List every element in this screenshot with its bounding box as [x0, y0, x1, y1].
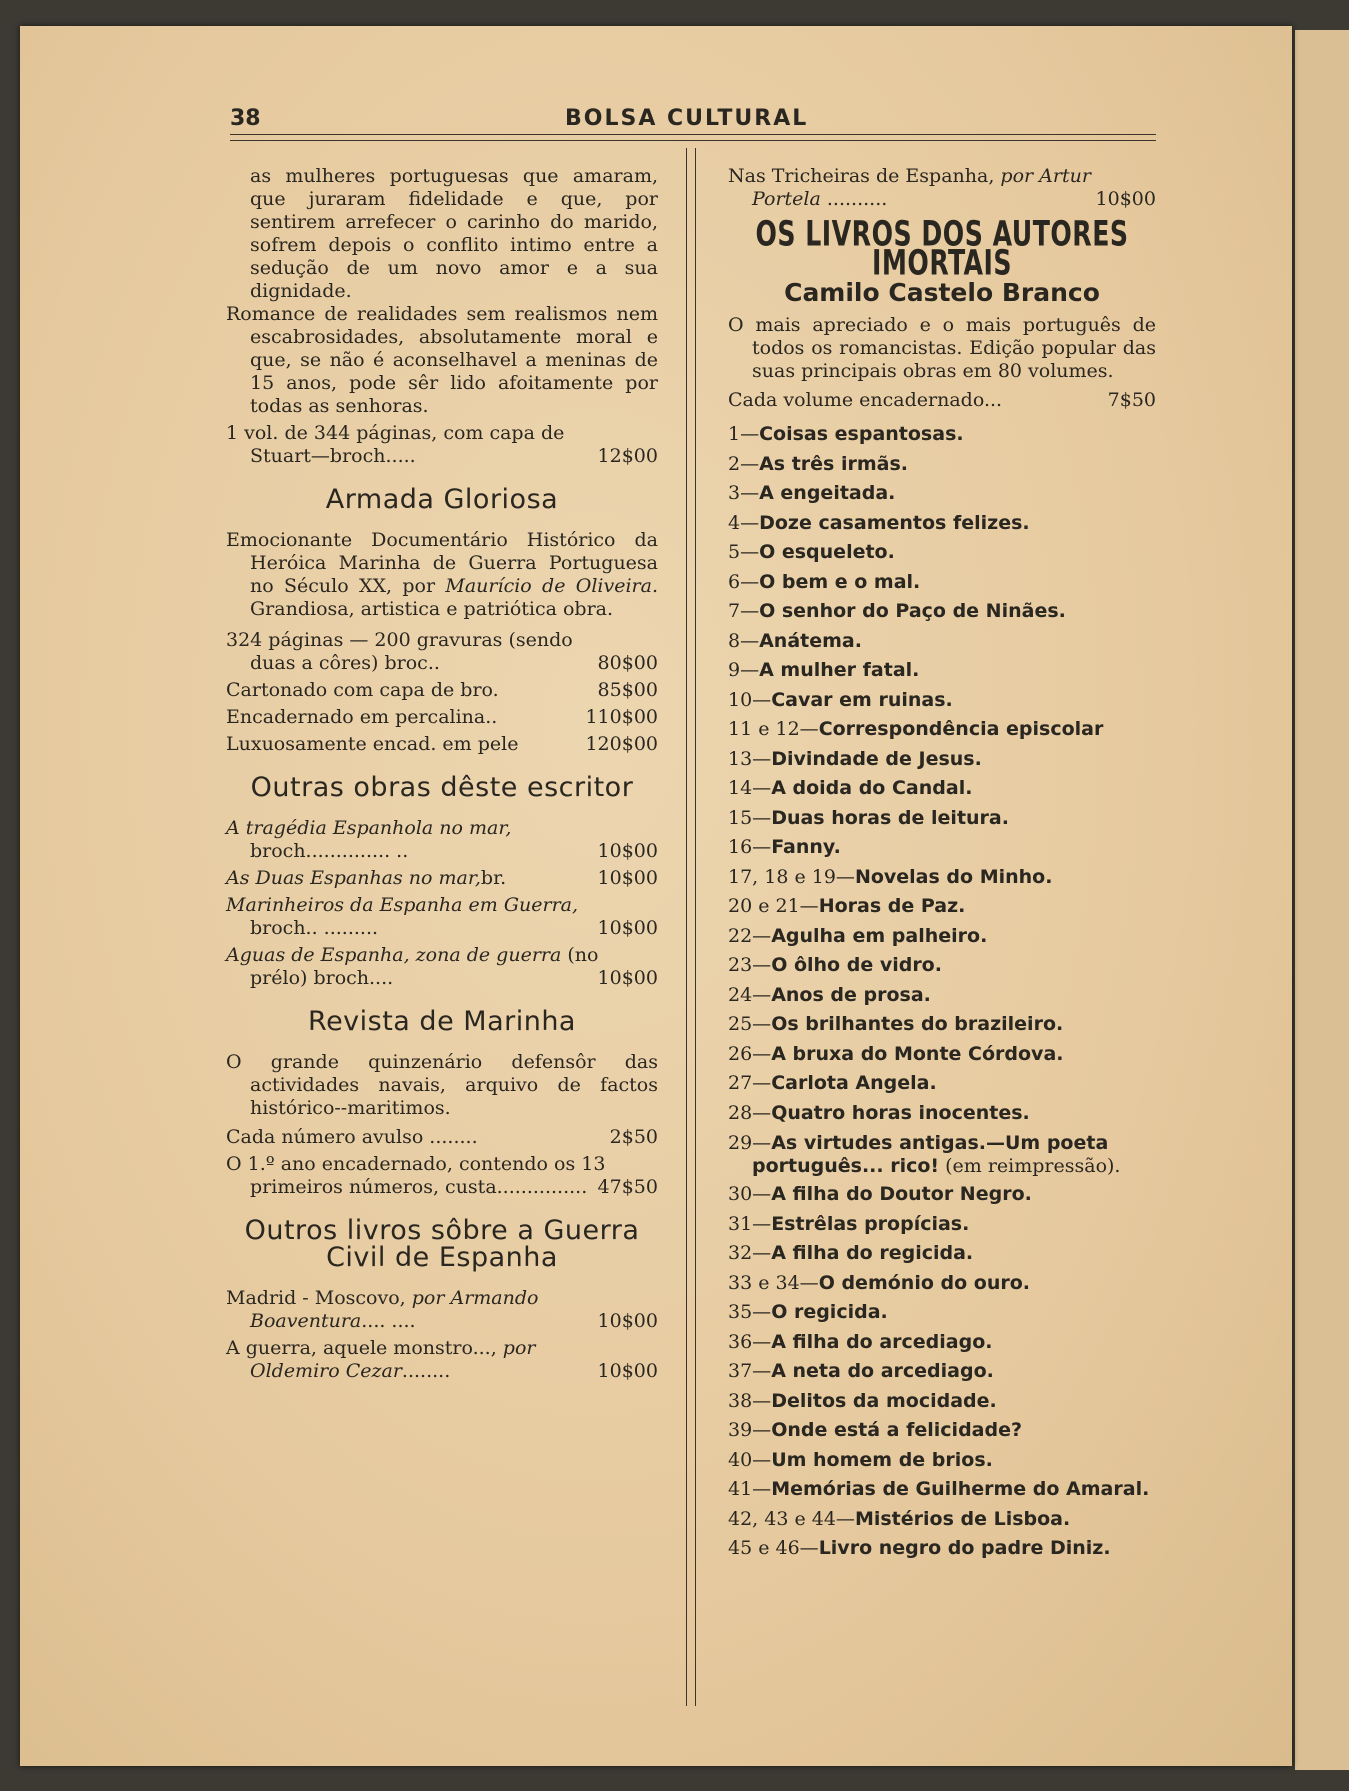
work-number: 39— — [728, 1419, 772, 1441]
work-title: Um homem de brios. — [771, 1448, 993, 1471]
work-item — [728, 745, 1156, 775]
work-title: O regicida. — [771, 1301, 888, 1323]
armada-desc-a: Emocionante Documentário Histórico da Heróica Marinha de Guerra Portuguesa no Século XX, por — [226, 529, 658, 597]
outras-item — [226, 944, 658, 990]
work-number: 23— — [728, 954, 772, 976]
work-item — [728, 804, 1156, 834]
work-title: Estrêlas propícias. — [771, 1212, 970, 1235]
work-item — [728, 420, 1156, 450]
work-title: As virtudes antigas.—Um poeta português... rico! — [752, 1132, 1109, 1177]
work-number: 35— — [728, 1301, 772, 1323]
revista-price: 47$50 — [597, 1176, 658, 1198]
work-item — [728, 1010, 1156, 1040]
work-item — [728, 479, 1156, 509]
top-book-row — [728, 165, 1156, 211]
work-number: 42, 43 e 44— — [728, 1507, 855, 1530]
armada-price: 120$00 — [585, 733, 658, 755]
work-title: Onde está a felicidade? — [771, 1419, 1023, 1441]
work-title: O esqueleto. — [759, 541, 895, 563]
work-title: Cavar em ruinas. — [771, 688, 953, 711]
outras-rest: broch.. ......... — [250, 917, 379, 939]
outras-price: 10$00 — [597, 967, 658, 989]
work-title: Memórias de Guilherme do Amaral. — [771, 1478, 1150, 1500]
author-heading: Camilo Castelo Branco — [784, 278, 1100, 307]
work-title: Carlota Angela. — [771, 1072, 937, 1094]
armada-heading: Armada Gloriosa — [325, 484, 559, 515]
work-item — [728, 1132, 1156, 1178]
work-title: Coisas espantosas. — [759, 423, 964, 445]
armada-price: 110$00 — [585, 706, 658, 728]
work-item — [728, 981, 1156, 1011]
work-number: 22— — [728, 924, 772, 947]
work-number: 5— — [728, 541, 760, 563]
work-item — [728, 656, 1156, 686]
volume-price: 12$00 — [597, 445, 658, 467]
work-number: 3— — [728, 482, 760, 504]
outros-rest: .... .... — [361, 1310, 416, 1332]
work-title: O senhor do Paço de Ninães. — [759, 600, 1066, 622]
outras-item — [226, 867, 658, 890]
work-item — [728, 1269, 1156, 1299]
section-heading: OS LIVROS DOS AUTORES IMORTAIS — [755, 213, 1129, 283]
work-item — [728, 1475, 1156, 1505]
work-item — [728, 597, 1156, 627]
armada-price-label: Luxuosamente encad. em pele — [226, 733, 519, 755]
work-title: Doze casamentos felizes. — [759, 511, 1030, 534]
work-item — [728, 715, 1156, 745]
work-item — [728, 774, 1156, 804]
work-number: 25— — [728, 1013, 772, 1035]
revista-price-label: Cada número avulso ........ — [226, 1126, 478, 1148]
work-title: Mistérios de Lisboa. — [854, 1507, 1071, 1530]
work-number: 11 e 12— — [728, 718, 819, 740]
work-title: A filha do Doutor Negro. — [771, 1183, 1032, 1205]
work-title: Novelas do Minho. — [854, 865, 1053, 888]
revista-price-row — [226, 1153, 658, 1199]
work-title: A filha do arcediago. — [771, 1330, 993, 1353]
header-rule-top — [230, 134, 1156, 135]
work-item — [728, 1298, 1156, 1328]
outras-title: Marinheiros da Espanha em Guerra, — [226, 894, 579, 916]
work-item — [728, 1416, 1156, 1446]
outras-item — [226, 817, 658, 863]
work-title: A bruxa do Monte Córdova. — [771, 1042, 1064, 1065]
volume-price-label: Cada volume encadernado... — [728, 389, 1003, 411]
work-number: 16— — [728, 836, 772, 858]
work-title: Delitos da mocidade. — [771, 1389, 997, 1412]
revista-price-label: O 1.º ano encadernado, contendo os 13 primeiros números, custa............... — [226, 1153, 606, 1198]
work-item — [728, 892, 1156, 922]
left-column — [226, 165, 658, 1383]
armada-price-label: Encadernado em percalina.. — [226, 706, 498, 728]
running-title: BOLSA CULTURAL — [565, 106, 809, 131]
outros-item — [226, 1337, 658, 1383]
work-item — [728, 568, 1156, 598]
top-book-price: 10$00 — [1095, 188, 1156, 210]
work-title: Quatro horas inocentes. — [771, 1101, 1030, 1124]
armada-price-label: 324 páginas — 200 gravuras (sendo duas a côres) broc.. — [226, 629, 573, 674]
top-book-dots: .......... — [826, 188, 888, 210]
outras-price: 10$00 — [597, 867, 658, 889]
outras-heading: Outras obras dêste escritor — [250, 772, 634, 803]
work-number: 28— — [728, 1101, 772, 1124]
work-title: Correspondência episcolar — [818, 718, 1104, 740]
work-number: 33 e 34— — [728, 1271, 819, 1294]
work-number: 20 e 21— — [728, 895, 819, 917]
outras-title: As Duas Espanhas no mar, — [226, 867, 481, 889]
armada-description — [226, 529, 658, 621]
work-number: 2— — [728, 452, 760, 475]
work-item — [728, 1446, 1156, 1476]
armada-price-row — [226, 679, 658, 702]
work-title: O ôlho de vidro. — [771, 954, 942, 976]
outros-item — [226, 1287, 658, 1333]
page-header — [210, 100, 1156, 136]
outras-rest: broch.............. .. — [250, 840, 409, 862]
work-title: Divindade de Jesus. — [771, 747, 982, 770]
volume-price-row — [226, 422, 658, 468]
outros-price: 10$00 — [597, 1310, 658, 1332]
outros-title: Madrid - Moscovo, — [226, 1287, 412, 1309]
description-text: Romance de realidades sem realismos nem escabrosidades, absolutamente moral e que, se não é aconselhavel a meninas de 15 anos, pode sêr lido afoitamente por todas as senhoras. — [226, 303, 658, 417]
work-note: (em reimpressão). — [939, 1155, 1121, 1177]
work-number: 41— — [728, 1478, 772, 1500]
work-title: Duas horas de leitura. — [771, 806, 1009, 829]
work-item — [728, 538, 1156, 568]
adjacent-page-edge — [1295, 30, 1349, 1770]
outras-rest: br. — [480, 867, 507, 889]
work-title: Fanny. — [771, 836, 841, 858]
work-number: 40— — [728, 1448, 772, 1471]
outras-title: A tragédia Espanhola no mar, — [226, 817, 512, 839]
work-number: 32— — [728, 1242, 772, 1264]
work-number: 17, 18 e 19— — [728, 865, 855, 888]
work-title: A engeitada. — [759, 482, 896, 504]
work-number: 1— — [728, 423, 760, 445]
work-title: A neta do arcediago. — [771, 1360, 994, 1382]
work-title: Os brilhantes do brazileiro. — [771, 1013, 1064, 1035]
work-item — [728, 1328, 1156, 1358]
work-item — [728, 1069, 1156, 1099]
work-number: 37— — [728, 1360, 772, 1382]
work-item — [728, 1387, 1156, 1417]
revista-description: O grande quinzenário defensôr das actividades navais, arquivo de factos histórico--maritimos. — [226, 1051, 658, 1119]
work-title: A doida do Candal. — [771, 777, 973, 799]
work-number: 31— — [728, 1212, 772, 1235]
volume-label: 1 vol. de 344 páginas, com capa de Stuart—broch..... — [226, 422, 565, 467]
armada-author: Maurício de Oliveira. — [445, 575, 659, 597]
works-list — [728, 420, 1156, 1564]
armada-price-row — [226, 706, 658, 729]
work-item — [728, 833, 1156, 863]
work-number: 6— — [728, 570, 760, 593]
work-item — [728, 627, 1156, 657]
work-number: 26— — [728, 1042, 772, 1065]
page-number: 38 — [230, 106, 261, 131]
work-number: 13— — [728, 747, 772, 770]
work-item — [728, 1040, 1156, 1070]
armada-price-label: Cartonado com capa de bro. — [226, 679, 499, 701]
intro-text: as mulheres portuguesas que amaram, que juraram fidelidade e que, por sentirem arrefecer o carinho do marido, sofrem depois o conflito intimo entre a sedução de um novo amor e a sua dignidade. — [250, 165, 658, 302]
outros-heading-line2: Civil de Espanha — [326, 1242, 558, 1273]
work-item — [728, 1239, 1156, 1269]
work-item — [728, 450, 1156, 480]
outras-item — [226, 894, 658, 940]
armada-price-row — [226, 733, 658, 756]
work-number: 10— — [728, 688, 772, 711]
work-item — [728, 1505, 1156, 1535]
work-number: 9— — [728, 659, 760, 681]
outras-title: Aguas de Espanha, zona de guerra — [226, 944, 562, 966]
work-title: O demónio do ouro. — [818, 1271, 1030, 1294]
outros-rest: ........ — [401, 1360, 451, 1382]
work-number: 7— — [728, 600, 760, 622]
armada-price: 85$00 — [597, 679, 658, 701]
armada-price-row — [226, 629, 658, 675]
work-item — [728, 951, 1156, 981]
outros-author: por Armando Boaventura — [250, 1287, 539, 1332]
work-number: 45 e 46— — [728, 1537, 819, 1559]
outros-price: 10$00 — [597, 1360, 658, 1382]
work-title: A filha do regicida. — [771, 1242, 974, 1264]
work-item — [728, 1534, 1156, 1564]
work-item — [728, 1099, 1156, 1129]
work-number: 14— — [728, 777, 772, 799]
armada-desc-b: Grandiosa, artistica e patriótica obra. — [250, 598, 614, 620]
work-number: 8— — [728, 629, 760, 652]
work-number: 4— — [728, 511, 760, 534]
work-title: A mulher fatal. — [759, 659, 920, 681]
work-number: 27— — [728, 1072, 772, 1094]
top-book-author: por Artur Portela — [752, 165, 1091, 210]
work-title: Anátema. — [759, 629, 862, 652]
revista-price: 2$50 — [609, 1126, 658, 1148]
work-number: 24— — [728, 983, 772, 1006]
right-column — [728, 165, 1156, 1564]
top-book-title: Nas Tricheiras de Espanha, — [728, 165, 995, 187]
outros-heading-line1: Outros livros sôbre a Guerra — [244, 1215, 640, 1246]
volume-price-row — [728, 389, 1156, 412]
column-divider — [686, 148, 696, 1706]
outras-rest: (no prélo) broch.... — [250, 944, 599, 989]
work-number: 36— — [728, 1330, 772, 1353]
work-number: 29— — [728, 1132, 772, 1154]
work-title: Livro negro do padre Diniz. — [818, 1537, 1111, 1559]
header-rule-bottom — [230, 140, 1156, 141]
work-number: 15— — [728, 806, 772, 829]
work-item — [728, 863, 1156, 893]
outras-price: 10$00 — [597, 840, 658, 862]
revista-price-row — [226, 1126, 658, 1149]
work-title: Horas de Paz. — [818, 895, 966, 917]
armada-price: 80$00 — [597, 652, 658, 674]
outros-author: por Oldemiro Cezar — [250, 1337, 536, 1382]
work-number: 30— — [728, 1183, 772, 1205]
work-item — [728, 1357, 1156, 1387]
work-item — [728, 686, 1156, 716]
work-item — [728, 922, 1156, 952]
outras-price: 10$00 — [597, 917, 658, 939]
work-item — [728, 509, 1156, 539]
work-title: Agulha em palheiro. — [771, 924, 988, 947]
work-item — [728, 1180, 1156, 1210]
volume-price: 7$50 — [1107, 389, 1156, 411]
work-title: Anos de prosa. — [771, 983, 931, 1006]
revista-heading: Revista de Marinha — [308, 1006, 576, 1037]
outros-title: A guerra, aquele monstro..., — [226, 1337, 503, 1359]
author-description: O mais apreciado e o mais português de todos os romancistas. Edição popular das suas principais obras em 80 volumes. — [728, 314, 1156, 382]
work-title: As três irmãs. — [759, 452, 909, 475]
work-title: O bem e o mal. — [759, 570, 921, 593]
work-item — [728, 1210, 1156, 1240]
work-number: 38— — [728, 1389, 772, 1412]
